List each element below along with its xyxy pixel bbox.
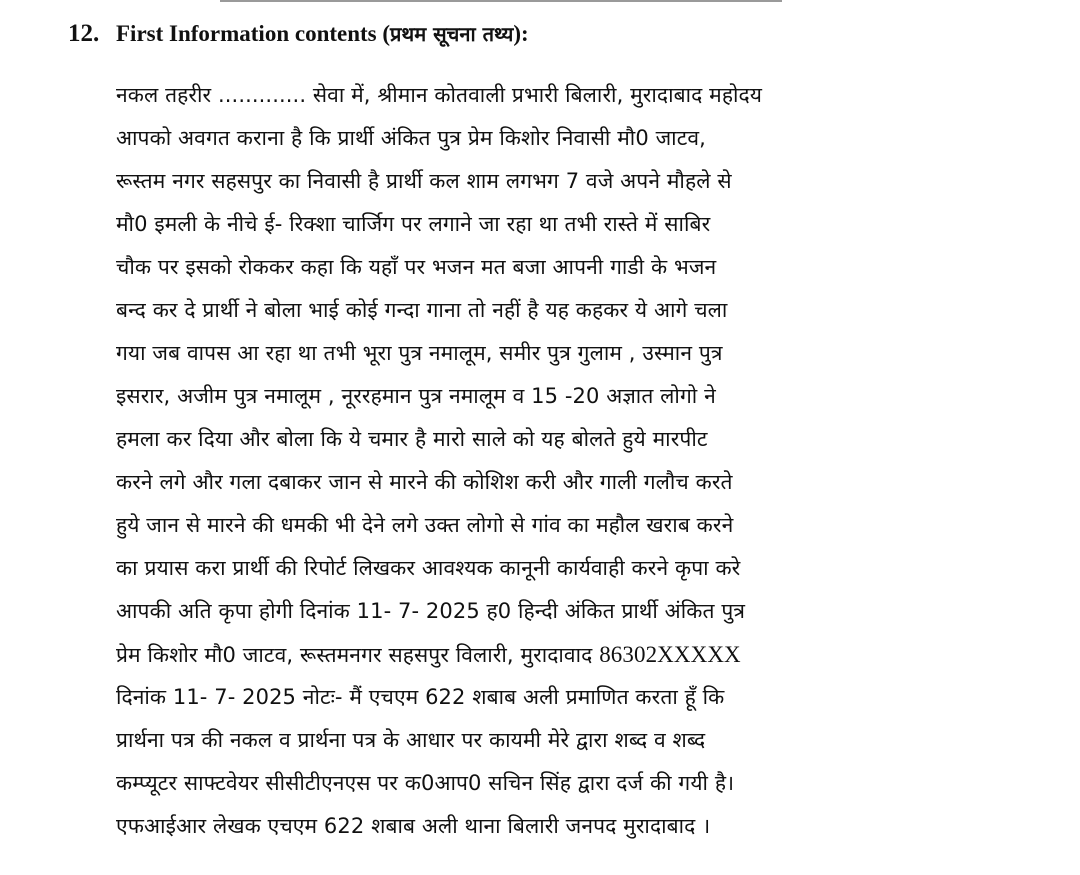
- text-line-15: दिनांक 11- 7- 2025 नोटः- मैं एचएम 622 शबाब अली प्रमाणित करता हूँ कि: [116, 685, 725, 709]
- text-line-12: का प्रयास करा प्रार्थी की रिपोर्ट लिखकर आवश्यक कानूनी कार्यवाही करने कृपा करे: [116, 556, 741, 580]
- text-line-10: करने लगे और गला दबाकर जान से मारने की कोशिश करी और गाली गलौच करते: [116, 470, 733, 494]
- text-line-3: रूस्तम नगर सहसपुर का निवासी है प्रार्थी कल शाम लगभग 7 वजे अपने मौहले से: [116, 169, 732, 193]
- text-line-11: हुये जान से मारने की धमकी भी देने लगे उक्त लोगो से गांव का महौल खराब करने: [116, 513, 734, 537]
- text-line-5: चौक पर इसको रोककर कहा कि यहाँ पर भजन मत बजा आपनी गाडी के भजन: [116, 255, 717, 279]
- phone-number: 86302XXXXX: [599, 642, 741, 667]
- text-line-18: एफआईआर लेखक एचएम 622 शबाब अली थाना बिलारी जनपद मुरादाबाद ।: [116, 814, 711, 838]
- text-line-1: नकल तहरीर ............. सेवा में, श्रीमान कोतवाली प्रभारी बिलारी, मुरादाबाद महोदय: [116, 83, 763, 107]
- text-line-17: कम्प्यूटर साफ्टवेयर सीसीटीएनएस पर क0आप0 सचिन सिंह द्वारा दर्ज की गयी है।: [116, 771, 735, 795]
- text-line-6: बन्द कर दे प्रार्थी ने बोला भाई कोई गन्दा गाना तो नहीं है यह कहकर ये आगे चला: [116, 298, 728, 322]
- text-line-7: गया जब वापस आ रहा था तभी भूरा पुत्र नमालूम, समीर पुत्र गुलाम , उस्मान पुत्र: [116, 341, 723, 365]
- section-title-close: ):: [513, 21, 529, 46]
- text-line-16: प्रार्थना पत्र की नकल व प्रार्थना पत्र के आधार पर कायमी मेरे द्वारा शब्द व शब्द: [116, 728, 706, 752]
- section-number: 12.: [68, 20, 100, 47]
- section-title-en: First Information contents (: [116, 21, 391, 46]
- text-line-8: इसरार, अजीम पुत्र नमालूम , नूररहमान पुत्र नमालूम व 15 -20 अज्ञात लोगो ने: [116, 384, 716, 408]
- text-line-9: हमला कर दिया और बोला कि ये चमार है मारो साले को यह बोलते हुये मारपीट: [116, 427, 708, 451]
- top-divider-line: [220, 0, 782, 2]
- text-line-4: मौ0 इमली के नीचे ई- रिक्शा चार्जिग पर लगाने जा रहा था तभी रास्ते में साबिर: [116, 212, 711, 236]
- section-title-hi: प्रथम सूचना तथ्य: [390, 22, 514, 46]
- text-line-14: [116, 633, 1046, 676]
- section-heading: [68, 20, 529, 48]
- complainant-address: प्रेम किशोर मौ0 जाटव, रूस्तमनगर सहसपुर विलारी, मुरादावाद: [116, 643, 600, 667]
- first-information-body: [116, 74, 1046, 848]
- text-line-2: आपको अवगत कराना है कि प्रार्थी अंकित पुत्र प्रेम किशोर निवासी मौ0 जाटव,: [116, 126, 706, 150]
- text-line-13: आपकी अति कृपा होगी दिनांक 11- 7- 2025 ह0 हिन्दी अंकित प्रार्थी अंकित पुत्र: [116, 599, 746, 623]
